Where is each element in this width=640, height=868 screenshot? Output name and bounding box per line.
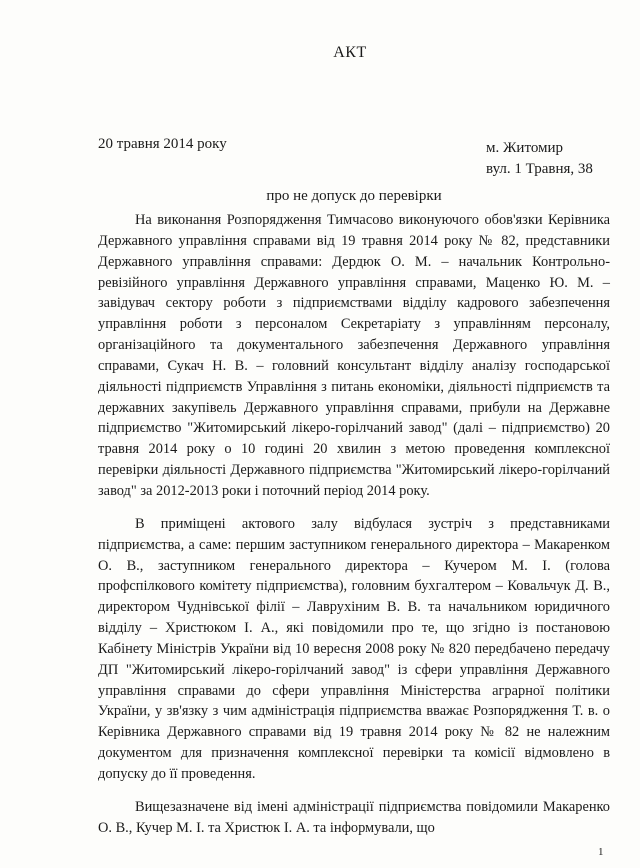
document-title: АКТ: [333, 44, 367, 61]
paragraph-1: На виконання Розпорядження Тимчасово виконуючого обов'язки Керівника Державного управління справами від 19 травня 2014 року № 82, представники Державного управління справами: Дердюк О. М. – начальник Контрольно-ревізійного управління Державного управління справами, Маценко Ю. М. – завідувач сектору роботи з підприємствами відділу кадрового забезпечення управління роботи з персоналом Секретаріату з управлінням персоналу, організаційного та документального забезпечення Державного управління справами, Сукач Н. В. – головний консультант відділу аналізу господарської діяльності підприємств Управління з питань економіки, діяльності підприємств та державних закупівель Державного управління справами, прибули на Державне підприємство "Житомирський лікеро-горілчаний завод" (далі – підприємство) 20 травня 2014 року о 10 годині 20 хвилин з метою проведення комплексної перевірки діяльності Державного підприємства "Житомирський лікеро-горілчаний завод" за 2012-2013 роки і поточний період 2014 року.: [98, 212, 610, 499]
paragraph-3: Вищезазначене від імені адміністрації підприємства повідомили Макаренко О. В., Кучер М. І. та Христюк І. А. та інформували, що: [98, 798, 610, 836]
page-number: 1: [598, 846, 604, 858]
paragraph-2: В приміщені актового залу відбулася зустріч з представниками підприємства, а саме: першим заступником генерального директора – Макаренком О. В., заступником генерального директора – Кучером М. І. (голова профспілкового комітету підприємства), головним бухгалтером – Ковальчук Д. В., директором Чуднівської філії – Лаврухіним В. В. та начальником юридичного відділу – Христюком І. А., які повідомили про те, що згідно із постановою Кабінету Міністрів України від 10 вересня 2008 року № 820 передбачено передачу ДП "Житомирський лікеро-горілчаний завод" із сфери управління Державного управління справами до сфери управління Міністерства аграрної політики України, у зв'язку з чим адміністрація підприємства вважає Розпорядження Т. в. о Керівника Державного справами від 19 травня 2014 року № 82 не належним документом для призначення комплексної перевірки та комісії відмовлено в допуску до її проведення.: [98, 515, 610, 782]
document-place: [486, 138, 593, 180]
document-date: 20 травня 2014 року: [98, 136, 227, 152]
document-city: м. Житомир: [486, 140, 564, 156]
document-street: вул. 1 Травня, 38: [486, 161, 593, 177]
document-body: [98, 210, 610, 850]
document-subject: про не допуск до перевірки: [266, 188, 442, 204]
